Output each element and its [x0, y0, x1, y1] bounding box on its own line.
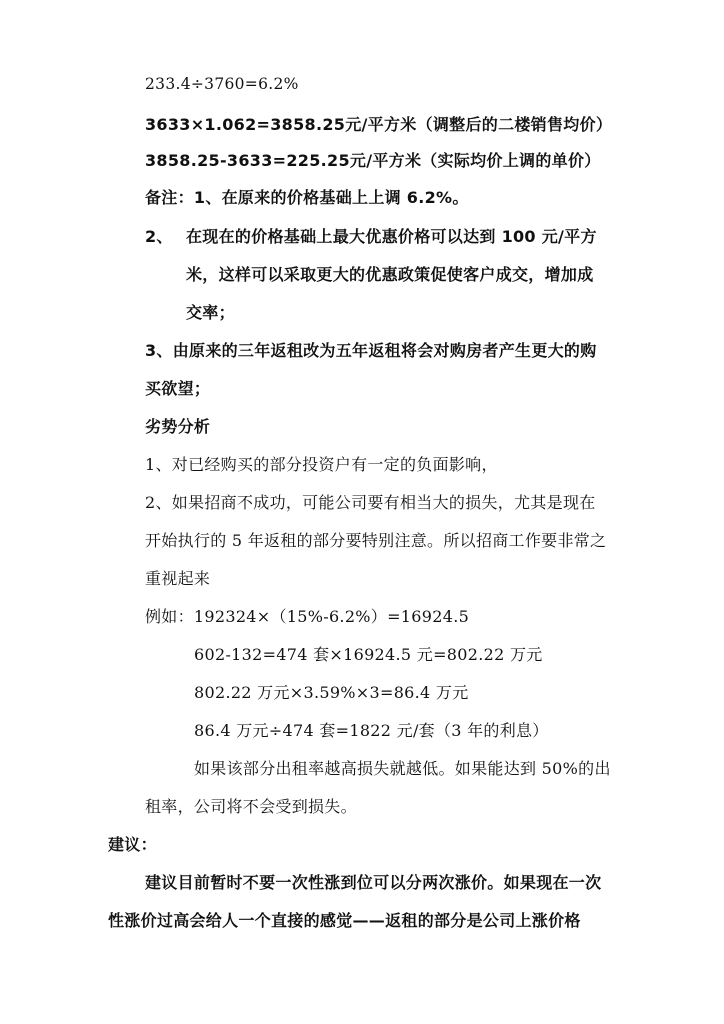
text-line: 租率，公司将不会受到损失。: [145, 797, 357, 816]
text-line: 在现在的价格基础上最大优惠价格可以达到 100 元/平方: [186, 227, 597, 246]
text-line: 3858.25-3633=225.25元/平方米（实际均价上调的单价）: [145, 151, 601, 170]
text-line: 3633×1.062=3858.25元/平方米（调整后的二楼销售均价）: [145, 115, 613, 134]
text-line: 1、对已经购买的部分投资户有一定的负面影响，: [145, 455, 498, 474]
text-line: 开始执行的 5 年返租的部分要特别注意。所以招商工作要非常之: [145, 531, 607, 550]
list-marker: 2、: [145, 227, 173, 246]
text-line: 233.4÷3760=6.2%: [145, 75, 299, 93]
text-line: 买欲望；: [145, 379, 211, 398]
text-line: 建议目前暂时不要一次性涨到位可以分两次涨价。如果现在一次: [145, 873, 602, 892]
text-line: 备注：1、在原来的价格基础上上调 6.2%。: [145, 188, 469, 207]
text-line: 交率；: [186, 303, 235, 322]
text-line: 重视起来: [145, 569, 211, 588]
text-line: 3、由原来的三年返租改为五年返租将会对购房者产生更大的购: [145, 341, 597, 360]
calc-line: 86.4 万元÷474 套=1822 元/套（3 年的利息）: [194, 721, 549, 740]
text-line: 米，这样可以采取更大的优惠政策促使客户成交，增加成: [186, 265, 594, 284]
calc-line: 802.22 万元×3.59%×3=86.4 万元: [194, 683, 469, 702]
section-heading: 建议：: [108, 835, 157, 854]
text-line: 2、如果招商不成功，可能公司要有相当大的损失，尤其是现在: [145, 493, 596, 512]
text-line: 如果该部分出租率越高损失就越低。如果能达到 50%的出: [194, 759, 611, 778]
text-line: 性涨价过高会给人一个直接的感觉——返租的部分是公司上涨价格: [108, 911, 581, 930]
calc-line: 602-132=474 套×16924.5 元=802.22 万元: [194, 645, 543, 664]
section-heading: 劣势分析: [145, 417, 211, 436]
example-line: 例如：192324×（15%-6.2%）=16924.5: [145, 607, 470, 626]
